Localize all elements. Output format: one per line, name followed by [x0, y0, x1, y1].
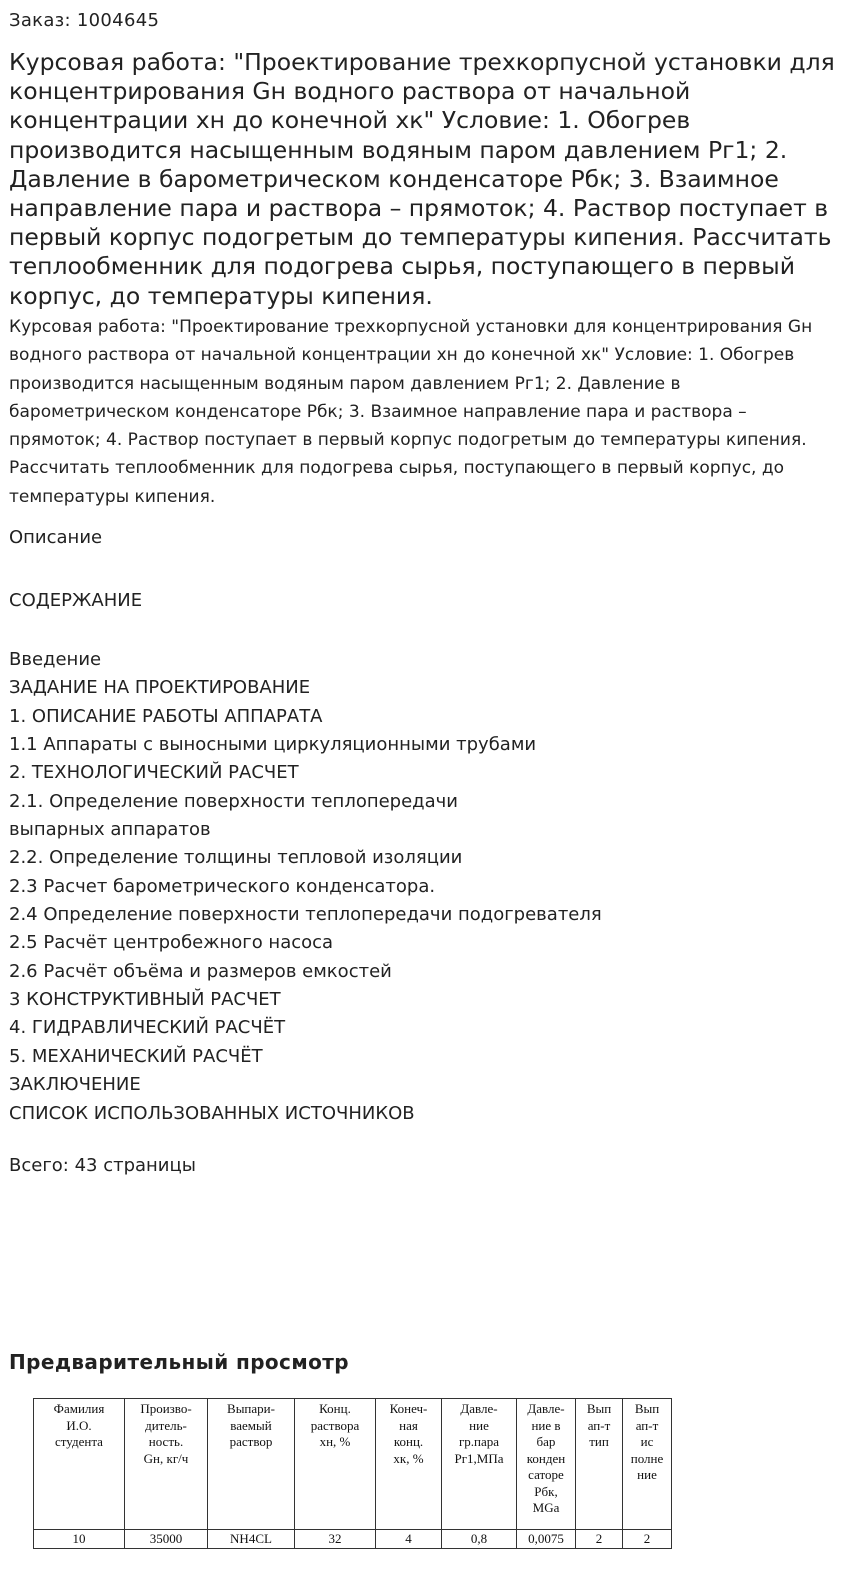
description-text: Курсовая работа: "Проектирование трехкорпусной установки для концентрирования Gн водного раствора от начальной концентрации хн до конечной хк" Условие: 1. Обогрев производится насыщенным водяным паром давлением Рг1; 2. Давление в барометрическом конденсаторе Рбк; 3. Взаимное направление пара и раствора – прямоток; 4. Раствор поступает в первый корпус подогретым до температуры кипения. Рассчитать теплообменник для подогрева сырья, поступающего в первый корпус, до температуры кипения.: [9, 317, 813, 507]
header-steam-pressure: Давле- ние гр.пара Рг1,МПа: [442, 1399, 517, 1530]
table-cell: 10: [34, 1530, 125, 1549]
toc-item: 3 КОНСТРУКТИВНЫЙ РАСЧЕТ: [9, 989, 281, 1011]
toc-item: 5. МЕХАНИЧЕСКИЙ РАСЧЁТ: [9, 1045, 263, 1067]
header-apparatus-type: Вып ап-т тип: [576, 1399, 623, 1530]
table-cell: 2: [576, 1530, 623, 1549]
table-cell: 32: [295, 1530, 376, 1549]
toc-item: 1.1 Аппараты с выносными циркуляционными трубами: [9, 734, 537, 756]
table-cell: 0,0075: [517, 1530, 576, 1549]
toc-item: выпарных аппаратов: [9, 819, 211, 841]
header-initial-concentration: Конц. раствора хн, %: [295, 1399, 376, 1530]
table-cell: 2: [623, 1530, 672, 1549]
order-number: Заказ: 1004645: [9, 10, 160, 31]
header-apparatus-design: Вып ап-т ис полне ние: [623, 1399, 672, 1530]
toc-item: 4. ГИДРАВЛИЧЕСКИЙ РАСЧЁТ: [9, 1017, 286, 1039]
parameters-table: [33, 1398, 672, 1549]
toc-item: СПИСОК ИСПОЛЬЗОВАННЫХ ИСТОЧНИКОВ: [9, 1102, 415, 1124]
toc-item: 2.6 Расчёт объёма и размеров емкостей: [9, 960, 392, 982]
page-count: Всего: 43 страницы: [9, 1155, 196, 1176]
toc-item: ЗАДАНИЕ НА ПРОЕКТИРОВАНИЕ: [9, 677, 311, 699]
toc-item: 2.4 Определение поверхности теплопередачи подогревателя: [9, 904, 602, 926]
toc-item: 2.2. Определение толщины тепловой изоляции: [9, 847, 463, 869]
header-condenser-pressure: Давле- ние в бар конден саторе Рбк, MGa: [517, 1399, 576, 1530]
toc-item: 2.5 Расчёт центробежного насоса: [9, 932, 334, 954]
header-solution: Выпари- ваемый раствор: [208, 1399, 295, 1530]
table-of-contents: [9, 646, 839, 1128]
document-title: Курсовая работа: "Проектирование трехкорпусной установки для концентрирования Gн водного раствора от начальной концентрации хн до конечной хк" Условие: 1. Обогрев производится насыщенным водяным паром давлением Рг1; 2. Давление в барометрическом конденсаторе Рбк; 3. Взаимное направление пара и раствора – прямоток; 4. Раствор поступает в первый корпус подогретым до температуры кипения. Рассчитать теплообменник для подогрева сырья, поступающего в первый корпус, до температуры кипения.: [9, 48, 835, 310]
table-cell: 35000: [125, 1530, 208, 1549]
preview-heading: Предварительный просмотр: [9, 1350, 349, 1374]
description-heading: Описание: [9, 527, 103, 548]
toc-item: 2. ТЕХНОЛОГИЧЕСКИЙ РАСЧЕТ: [9, 762, 299, 784]
toc-item: Введение: [9, 649, 102, 670]
table-row: [34, 1530, 672, 1549]
toc-item: 2.3 Расчет барометрического конденсатора.: [9, 875, 436, 897]
toc-item: 1. ОПИСАНИЕ РАБОТЫ АППАРАТА: [9, 705, 323, 727]
header-student: Фамилия И.О. студента: [34, 1399, 125, 1530]
table-cell: 0,8: [442, 1530, 517, 1549]
table-cell: 4: [376, 1530, 442, 1549]
table-header-row: [34, 1399, 672, 1530]
contents-heading: СОДЕРЖАНИЕ: [9, 590, 143, 611]
toc-item: 2.1. Определение поверхности теплопередачи: [9, 790, 458, 812]
header-final-concentration: Конеч- ная конц. хк, %: [376, 1399, 442, 1530]
table-cell: NH4CL: [208, 1530, 295, 1549]
toc-item: ЗАКЛЮЧЕНИЕ: [9, 1074, 141, 1096]
header-productivity: Произво- дитель- ность. Gн, кг/ч: [125, 1399, 208, 1530]
